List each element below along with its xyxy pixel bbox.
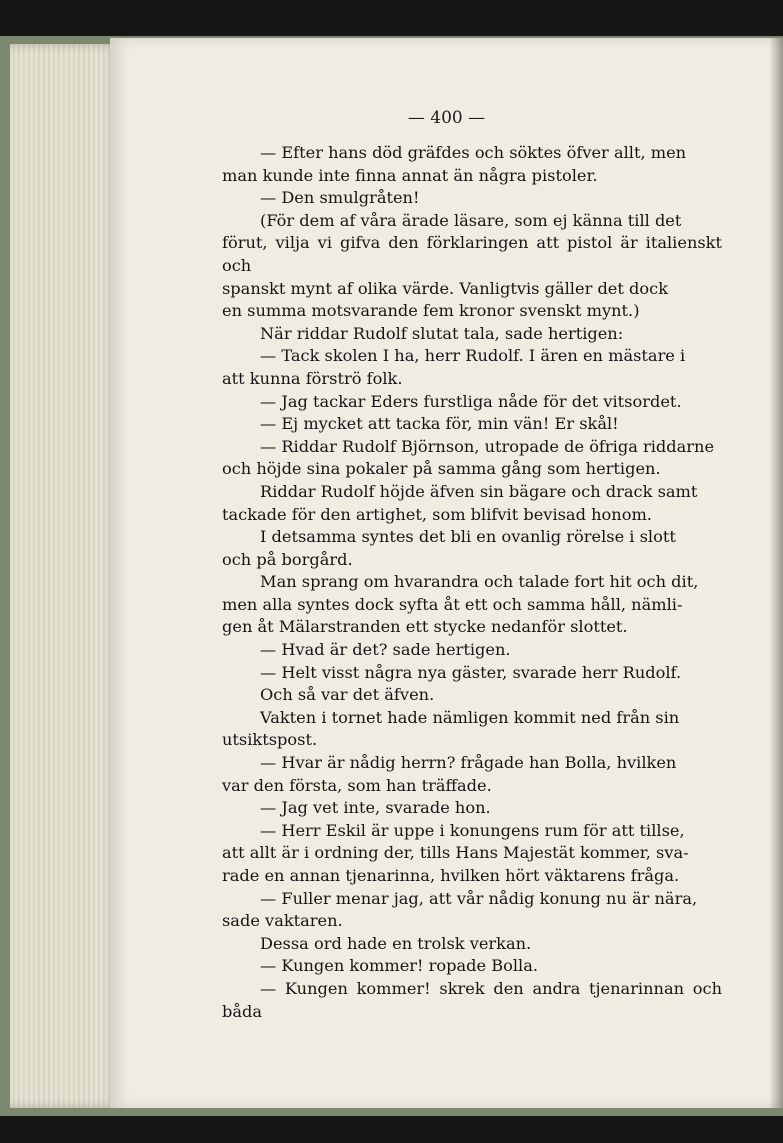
text-line: spanskt mynt af olika värde. Vanligtvis gäller det dock	[222, 278, 669, 298]
text-line: — Efter hans död gräfdes och söktes öfver allt, men	[260, 143, 687, 162]
text-line: men alla syntes dock syfta åt ett och samma håll, nämli-	[222, 594, 683, 614]
text-line: en summa motsvarande fem kronor svenskt mynt.)	[222, 301, 640, 321]
page-edges	[10, 44, 120, 1108]
text-line: — Riddar Rudolf Björnson, utropade de öfriga riddarne	[260, 436, 715, 456]
text-line: och höjde sina pokaler på samma gång som hertigen.	[222, 459, 661, 479]
text-line: och på borgård.	[222, 549, 353, 569]
text-line: att allt är i ordning der, tills Hans Majestät kommer, sva-	[222, 843, 689, 863]
text-line: var den första, som han träffade.	[222, 775, 492, 795]
text-line: — Tack skolen I ha, herr Rudolf. I ären en mästare i	[260, 346, 686, 366]
text-line: Dessa ord hade en trolsk verkan.	[260, 933, 532, 953]
text-line: Vakten i tornet hade nämligen kommit ned från sin	[260, 707, 680, 727]
text-line: Och så var det äfven.	[260, 685, 435, 705]
text-line: — Kungen kommer! ropade Bolla.	[260, 956, 539, 976]
text-line: utsiktspost.	[222, 730, 318, 750]
text-line: förut, vilja vi gifva den förklaringen att pistol är italienskt och	[222, 233, 722, 275]
text-line: — Ej mycket att tacka för, min vän! Er skål!	[260, 414, 619, 434]
text-line: — Herr Eskil är uppe i konungens rum för att tillse,	[260, 820, 685, 840]
text-line: — Hvar är nådig herrn? frågade han Bolla, hvilken	[260, 753, 677, 773]
text-line: tackade för den artighet, som blifvit bevisad honom.	[222, 504, 652, 524]
text-line: — Hvad är det? sade hertigen.	[260, 640, 511, 660]
text-line: — Den smulgråten!	[260, 188, 420, 208]
text-line: — Jag tackar Eders furstliga nåde för det vitsordet.	[260, 391, 682, 411]
text-line: Man sprang om hvarandra och talade fort hit och dit,	[260, 572, 699, 592]
text-line: sade vaktaren.	[222, 911, 343, 931]
text-line: — Helt visst några nya gäster, svarade herr Rudolf.	[260, 662, 682, 682]
text-line: gen åt Mälarstranden ett stycke nedanför slottet.	[222, 617, 628, 637]
page-text	[222, 142, 722, 1023]
text-line: Riddar Rudolf höjde äfven sin bägare och drack samt	[260, 481, 698, 501]
page-number: — 400 —	[407, 108, 486, 128]
text-line: (För dem af våra ärade läsare, som ej känna till det	[260, 210, 682, 230]
text-line: I detsamma syntes det bli en ovanlig rörelse i slott	[260, 527, 676, 547]
text-line: — Fuller menar jag, att vår nådig konung nu är nära,	[260, 888, 698, 908]
text-line: När riddar Rudolf slutat tala, sade hertigen:	[260, 323, 624, 343]
text-line: — Kungen kommer! skrek den andra tjenarinnan och båda	[222, 978, 722, 1021]
text-line: att kunna förströ folk.	[222, 368, 403, 388]
page-shadow	[769, 38, 783, 1108]
text-line: — Jag vet inte, svarade hon.	[260, 798, 491, 818]
text-line: man kunde inte finna annat än några pistoler.	[222, 165, 598, 185]
text-line: rade en annan tjenarinna, hvilken hört väktarens fråga.	[222, 866, 680, 885]
